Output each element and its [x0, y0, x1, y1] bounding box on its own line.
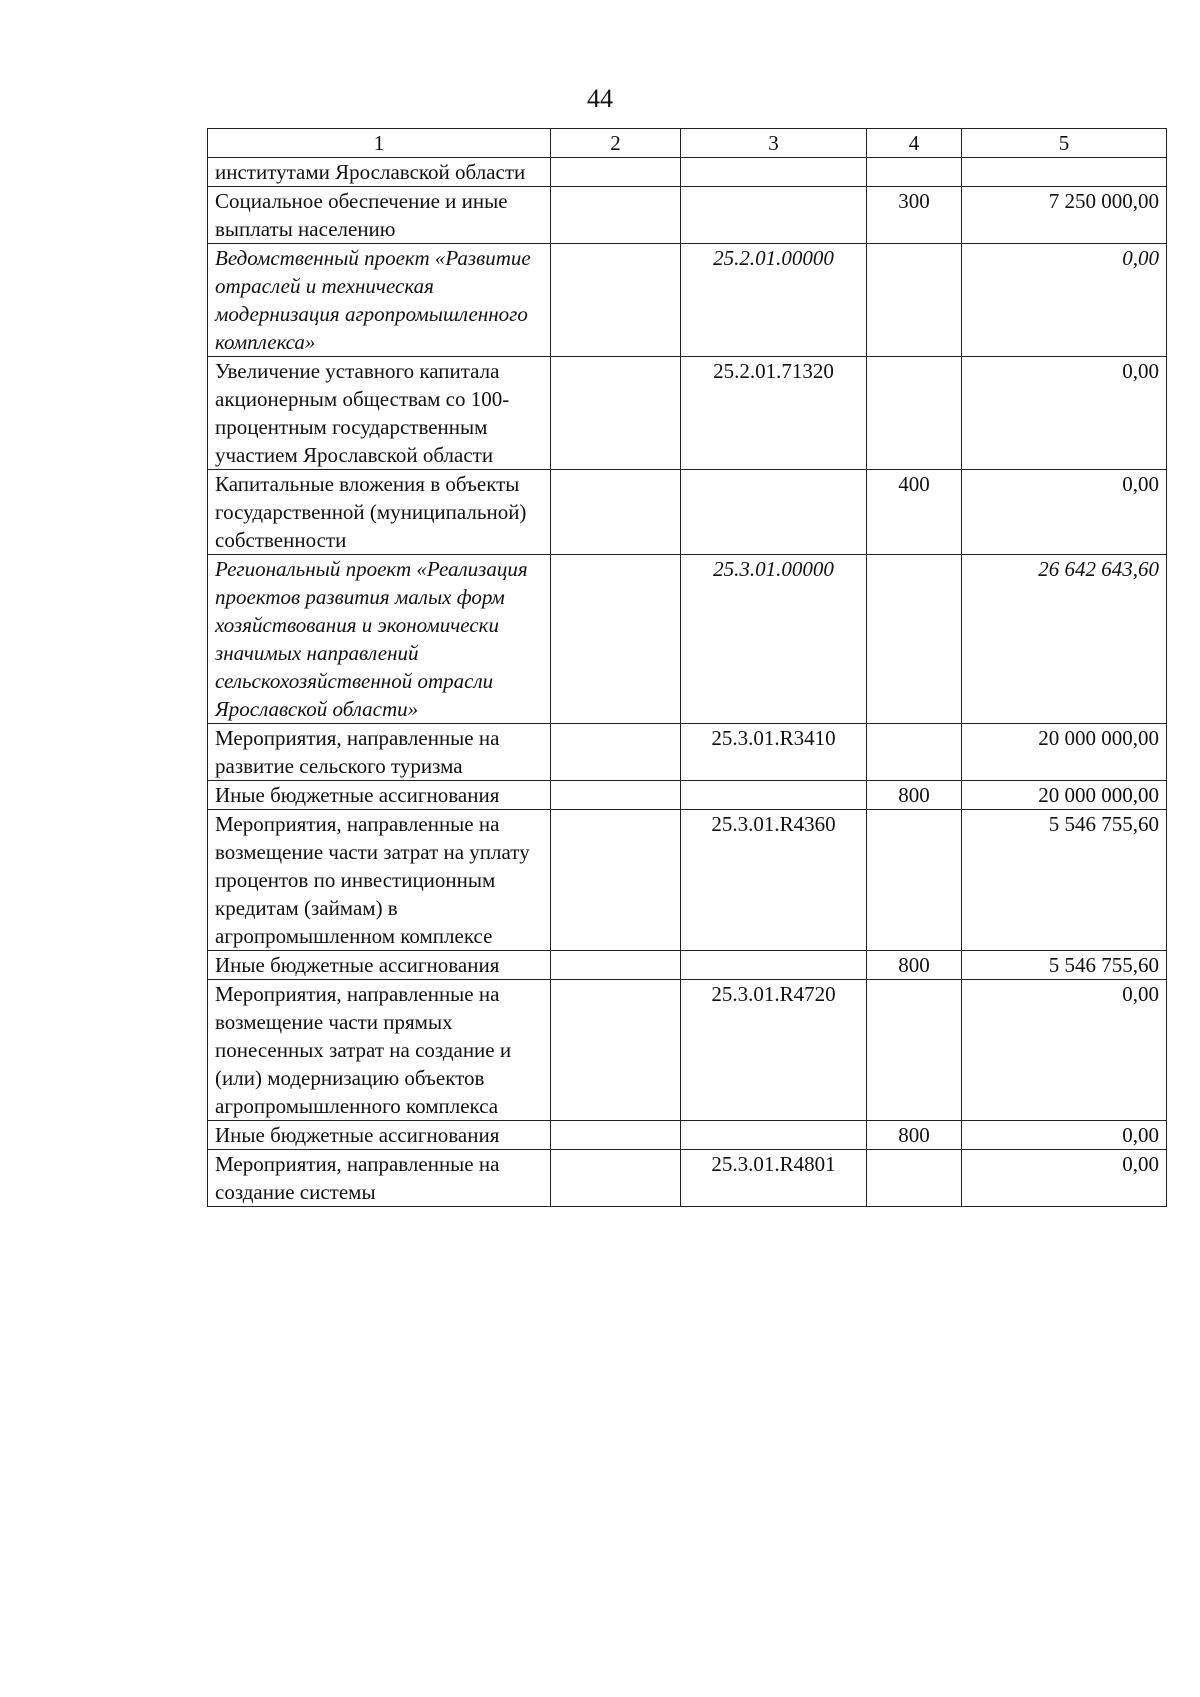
item-name-cell: Увеличение уставного капитала акционерным обществам со 100-процентным государственным участием Ярославской области [208, 357, 551, 470]
amount-cell: 0,00 [962, 470, 1167, 555]
column-2-cell [551, 951, 681, 980]
column-2-cell [551, 470, 681, 555]
amount-cell: 20 000 000,00 [962, 724, 1167, 781]
item-name-cell: Капитальные вложения в объекты государственной (муниципальной) собственности [208, 470, 551, 555]
table-header [208, 129, 1167, 158]
header-col-5: 5 [962, 129, 1167, 158]
expense-type-cell: 800 [867, 781, 962, 810]
column-2-cell [551, 980, 681, 1121]
amount-cell: 5 546 755,60 [962, 810, 1167, 951]
item-name-cell: Мероприятия, направленные на развитие сельского туризма [208, 724, 551, 781]
expense-type-cell [867, 357, 962, 470]
expense-type-cell [867, 555, 962, 724]
target-code-cell [681, 951, 867, 980]
expense-type-cell [867, 244, 962, 357]
header-col-3: 3 [681, 129, 867, 158]
amount-cell [962, 158, 1167, 187]
amount-cell: 0,00 [962, 1121, 1167, 1150]
expense-type-cell: 300 [867, 187, 962, 244]
amount-cell: 5 546 755,60 [962, 951, 1167, 980]
item-name-cell: институтами Ярославской области [208, 158, 551, 187]
table-row [208, 158, 1167, 187]
table-row [208, 244, 1167, 357]
expense-type-cell [867, 980, 962, 1121]
target-code-cell [681, 158, 867, 187]
amount-cell: 7 250 000,00 [962, 187, 1167, 244]
table-row [208, 187, 1167, 244]
table-row [208, 470, 1167, 555]
target-code-cell: 25.3.01.R4720 [681, 980, 867, 1121]
amount-cell: 0,00 [962, 980, 1167, 1121]
amount-cell: 0,00 [962, 244, 1167, 357]
target-code-cell [681, 187, 867, 244]
table-row [208, 1150, 1167, 1207]
amount-cell: 0,00 [962, 357, 1167, 470]
target-code-cell: 25.3.01.R4360 [681, 810, 867, 951]
table-row [208, 980, 1167, 1121]
expense-type-cell: 800 [867, 951, 962, 980]
expense-type-cell [867, 158, 962, 187]
target-code-cell: 25.3.01.R4801 [681, 1150, 867, 1207]
target-code-cell [681, 470, 867, 555]
page-number: 44 [587, 84, 613, 113]
table-row [208, 555, 1167, 724]
expense-type-cell: 800 [867, 1121, 962, 1150]
column-2-cell [551, 555, 681, 724]
item-name-cell: Региональный проект «Реализация проектов развития малых форм хозяйствования и экономически значимых направлений сельскохозяйственной отрасли Ярославской области» [208, 555, 551, 724]
amount-cell: 26 642 643,60 [962, 555, 1167, 724]
column-2-cell [551, 187, 681, 244]
header-col-2: 2 [551, 129, 681, 158]
table-row [208, 810, 1167, 951]
item-name-cell: Иные бюджетные ассигнования [208, 1121, 551, 1150]
table-row [208, 781, 1167, 810]
column-2-cell [551, 1121, 681, 1150]
expense-type-cell: 400 [867, 470, 962, 555]
item-name-cell: Мероприятия, направленные на возмещение части прямых понесенных затрат на создание и (или) модернизацию объектов агропромышленного комплекса [208, 980, 551, 1121]
target-code-cell [681, 781, 867, 810]
item-name-cell: Иные бюджетные ассигнования [208, 951, 551, 980]
expense-type-cell [867, 1150, 962, 1207]
table-row [208, 951, 1167, 980]
target-code-cell: 25.3.01.00000 [681, 555, 867, 724]
table-row [208, 1121, 1167, 1150]
expense-type-cell [867, 810, 962, 951]
column-2-cell [551, 810, 681, 951]
item-name-cell: Социальное обеспечение и иные выплаты населению [208, 187, 551, 244]
column-2-cell [551, 158, 681, 187]
amount-cell: 20 000 000,00 [962, 781, 1167, 810]
item-name-cell: Ведомственный проект «Развитие отраслей и техническая модернизация агропромышленного комплекса» [208, 244, 551, 357]
item-name-cell: Мероприятия, направленные на возмещение части затрат на уплату процентов по инвестиционным кредитам (займам) в агропромышленном комплексе [208, 810, 551, 951]
expense-type-cell [867, 724, 962, 781]
column-2-cell [551, 1150, 681, 1207]
amount-cell: 0,00 [962, 1150, 1167, 1207]
column-2-cell [551, 781, 681, 810]
header-row [208, 129, 1167, 158]
item-name-cell: Иные бюджетные ассигнования [208, 781, 551, 810]
budget-table [207, 128, 1167, 1207]
target-code-cell [681, 1121, 867, 1150]
header-col-4: 4 [867, 129, 962, 158]
header-col-1: 1 [208, 129, 551, 158]
column-2-cell [551, 244, 681, 357]
column-2-cell [551, 724, 681, 781]
table-body [208, 158, 1167, 1207]
table-row [208, 724, 1167, 781]
table-row [208, 357, 1167, 470]
target-code-cell: 25.3.01.R3410 [681, 724, 867, 781]
target-code-cell: 25.2.01.00000 [681, 244, 867, 357]
column-2-cell [551, 357, 681, 470]
target-code-cell: 25.2.01.71320 [681, 357, 867, 470]
item-name-cell: Мероприятия, направленные на создание системы [208, 1150, 551, 1207]
